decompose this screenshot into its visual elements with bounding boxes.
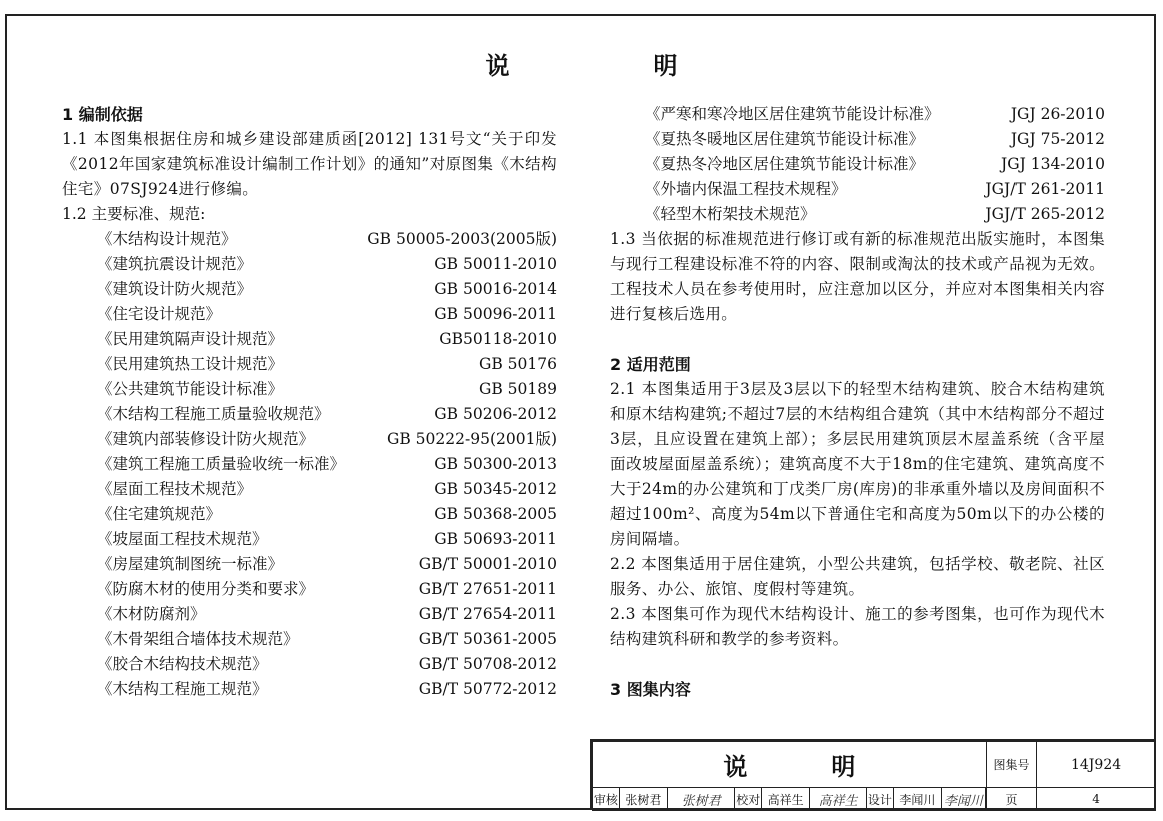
- standard-row: [62, 677, 557, 702]
- standard-row: [62, 602, 557, 627]
- standard-code: GB 50189: [478, 380, 557, 398]
- standard-code: GB 50368-2005: [434, 505, 557, 523]
- standard-row: [62, 477, 557, 502]
- standard-name: 《建筑设计防火规范》: [97, 280, 253, 298]
- standard-name: 《房屋建筑制图统一标准》: [97, 555, 284, 573]
- standard-name: 《夏热冬冷地区居住建筑节能设计标准》: [645, 155, 925, 173]
- standards-list-continued: [610, 102, 1105, 227]
- paragraph-2-2: 2.2 本图集适用于居住建筑，小型公共建筑，包括学校、敬老院、社区服务、办公、旅馆、度假村等建筑。: [610, 555, 1105, 598]
- checker-signature: 高祥生: [810, 788, 867, 811]
- standard-code: JGJ 75-2012: [1010, 130, 1105, 148]
- standard-row: [62, 402, 557, 427]
- standard-code: GB 50222-95(2001版): [386, 430, 557, 448]
- standard-row: [610, 102, 1105, 127]
- title-block-title: 说 明: [593, 742, 987, 788]
- standard-row: [62, 502, 557, 527]
- standard-name: 《建筑工程施工质量验收统一标准》: [97, 455, 346, 473]
- standard-code: JGJ 26-2010: [1010, 105, 1105, 123]
- designer: 李闻川: [893, 788, 941, 811]
- paragraph-2-3: 2.3 本图集可作为现代木结构设计、施工的参考图集，也可作为现代木结构建筑科研和教学的参考资料。: [610, 605, 1105, 648]
- section-3-heading: 3 图集内容: [610, 680, 691, 699]
- standard-code: GB 50016-2014: [434, 280, 557, 298]
- standard-row: [610, 177, 1105, 202]
- page-title: 说 明: [485, 52, 738, 80]
- standard-row: [62, 452, 557, 477]
- standard-name: 《木材防腐剂》: [97, 605, 206, 623]
- paragraph-1-3: 1.3 当依据的标准规范进行修订或有新的标准规范出版实施时，本图集与现行工程建设标准不符的内容、限制或淘汰的技术或产品视为无效。工程技术人员在参考使用时，应注意加以区分，并应对本图集相关内容进行复核后选用。: [610, 230, 1105, 323]
- standard-name: 《木结构工程施工规范》: [97, 680, 268, 698]
- standard-row: [62, 352, 557, 377]
- design-label: 设计: [866, 788, 893, 811]
- standard-row: [62, 377, 557, 402]
- standard-row: [62, 427, 557, 452]
- page-label: 页: [986, 788, 1036, 811]
- standard-code: GB/T 50708-2012: [418, 655, 557, 673]
- paragraph-1-2: 1.2 主要标准、规范:: [62, 205, 206, 223]
- standard-code: GB 50176: [478, 355, 557, 373]
- standard-name: 《公共建筑节能设计标准》: [97, 380, 284, 398]
- standard-code: JGJ/T 265-2012: [985, 205, 1105, 223]
- standard-row: [62, 552, 557, 577]
- standard-name: 《住宅建筑规范》: [97, 505, 222, 523]
- standard-name: 《屋面工程技术规范》: [97, 480, 253, 498]
- standard-name: 《住宅设计规范》: [97, 305, 222, 323]
- standard-code: GB50118-2010: [439, 330, 557, 348]
- reviewer-signature: 张树君: [667, 788, 734, 811]
- section-2-heading: 2 适用范围: [610, 355, 691, 374]
- reviewer: 张树君: [619, 788, 667, 811]
- standard-row: [610, 127, 1105, 152]
- standard-row: [62, 577, 557, 602]
- standard-code: GB 50300-2013: [434, 455, 557, 473]
- checker: 高祥生: [762, 788, 810, 811]
- standard-name: 《胶合木结构技术规范》: [97, 655, 268, 673]
- standard-name: 《轻型木桁架技术规范》: [645, 205, 816, 223]
- paragraph-1-1: 1.1 本图集根据住房和城乡建设部建质函[2012] 131号文“关于印发《2012年国家建筑标准设计编制工作计划》的通知”对原图集《木结构住宅》07SJ924进行修编。: [62, 130, 557, 198]
- standard-name: 《夏热冬暖地区居住建筑节能设计标准》: [645, 130, 925, 148]
- standard-row: [62, 627, 557, 652]
- review-label: 审核: [593, 788, 620, 811]
- standard-row: [62, 527, 557, 552]
- standard-code: GB 50005-2003(2005版): [367, 230, 557, 248]
- standard-code: GB/T 27651-2011: [418, 580, 557, 598]
- standard-code: GB/T 50772-2012: [418, 680, 557, 698]
- standard-name: 《木骨架组合墙体技术规范》: [97, 630, 299, 648]
- standards-list: [62, 227, 557, 702]
- standard-row: [62, 652, 557, 677]
- standard-row: [610, 152, 1105, 177]
- standard-name: 《木结构设计规范》: [97, 230, 237, 248]
- standard-code: GB 50011-2010: [434, 255, 557, 273]
- standard-code: JGJ/T 261-2011: [985, 180, 1105, 198]
- check-label: 校对: [735, 788, 762, 811]
- standard-code: GB 50693-2011: [434, 530, 557, 548]
- standard-code: GB 50206-2012: [434, 405, 557, 423]
- standard-code: JGJ 134-2010: [1000, 155, 1105, 173]
- standard-row: [62, 277, 557, 302]
- standard-name: 《严寒和寒冷地区居住建筑节能设计标准》: [645, 105, 940, 123]
- standard-code: GB/T 50361-2005: [418, 630, 557, 648]
- standard-name: 《外墙内保温工程技术规程》: [645, 180, 847, 198]
- standard-code: GB 50096-2011: [434, 305, 557, 323]
- left-column: [62, 102, 557, 702]
- paragraph-2-1: 2.1 本图集适用于3层及3层以下的轻型木结构建筑、胶合木结构建筑和原木结构建筑;不超过7层的木结构组合建筑（其中木结构部分不超过3层，且应设置在建筑上部）；多层民用建筑顶层木屋盖系统（含平屋面改坡屋面屋盖系统）；建筑高度不大于18m的住宅建筑、建筑高度不大于24m的办公建筑和丁戊类厂房(库房)的非承重外墙以及房间面积不超过100m²、高度为54m以下普通住宅和高度为50m以下的办公楼的房间隔墙。: [610, 380, 1105, 548]
- standard-row: [610, 202, 1105, 227]
- atlas-no: 14J924: [1037, 742, 1156, 788]
- standard-row: [62, 302, 557, 327]
- standard-code: GB/T 50001-2010: [418, 555, 557, 573]
- standard-name: 《坡屋面工程技术规范》: [97, 530, 268, 548]
- standard-name: 《民用建筑隔声设计规范》: [97, 330, 284, 348]
- standard-code: GB 50345-2012: [434, 480, 557, 498]
- standard-row: [62, 252, 557, 277]
- standard-name: 《木结构工程施工质量验收规范》: [97, 405, 330, 423]
- standard-name: 《民用建筑热工设计规范》: [97, 355, 284, 373]
- title-block: [590, 739, 1156, 810]
- standard-row: [62, 327, 557, 352]
- atlas-no-label: 图集号: [986, 742, 1036, 788]
- section-1-heading: 1 编制依据: [62, 105, 143, 124]
- designer-signature: 李闻川: [941, 788, 985, 811]
- standard-row: [62, 227, 557, 252]
- standard-name: 《防腐木材的使用分类和要求》: [97, 580, 315, 598]
- standard-name: 《建筑抗震设计规范》: [97, 255, 253, 273]
- page-number: 4: [1037, 788, 1156, 811]
- standard-code: GB/T 27654-2011: [418, 605, 557, 623]
- standard-name: 《建筑内部装修设计防火规范》: [97, 430, 315, 448]
- right-column: [610, 102, 1105, 702]
